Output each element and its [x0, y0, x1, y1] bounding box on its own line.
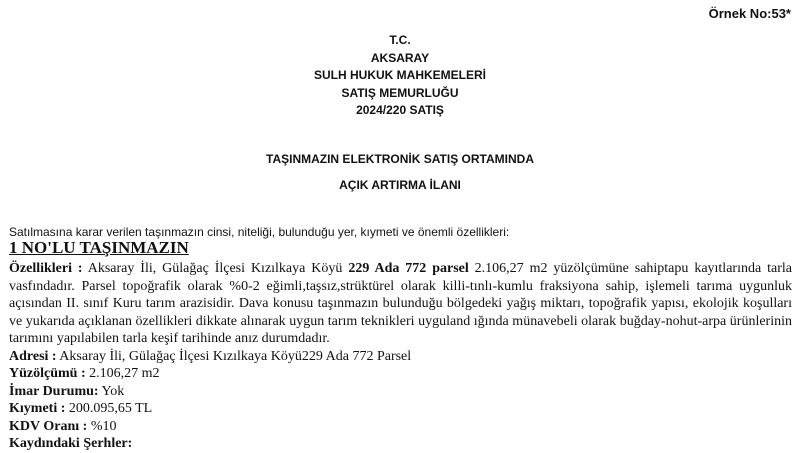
features-text-2: 2.106,27 m2 yüzölçümüne sahiptapu kayıtlarında tarla vasfındadır. Parsel topoğrafik olarak %0-2 eğimli,taşsız,strüktürel olarak killi-tınlı-kumlu fraksiyona sahip, işlemeli tarıma uygunluk açısından II. sınıf Kuru tarım arazisidir. Dava konusu taşınmazın bulunduğu bölgedeki yağış miktarı, topoğrafik yapısı, ekolojik koşulları ve yukarıda açıklanan özellikleri dikkate alınarak uygun tarım teknikleri uyguland ığında münavebeli olarak buğday-nohut-arpa ürünlerinin tarımını yapılabilen tarla keşif tarihinde anız durumdadır.	[9, 261, 792, 346]
header-city: AKSARAY	[370, 50, 430, 65]
zoning-value: Yok	[98, 383, 125, 399]
section-title: 1 NO'LU TAŞINMAZIN	[9, 238, 189, 257]
header-tc: T.C.	[389, 33, 411, 47]
area-row	[9, 365, 792, 383]
address-value: Aksaray İli, Gülağaç İlçesi Kızılkaya Köyü229 Ada 772 Parsel	[56, 348, 412, 364]
features-label: Özellikleri :	[9, 261, 83, 276]
property-details	[9, 260, 792, 453]
value-row	[9, 400, 792, 418]
address-label: Adresi :	[9, 348, 57, 364]
announcement-title: TAŞINMAZIN ELEKTRONİK SATIŞ ORTAMINDA	[266, 152, 534, 166]
announcement-subtitle: AÇIK ARTIRMA İLANI	[339, 178, 461, 192]
parcel-number: 229 Ada 772 parsel	[348, 261, 469, 276]
area-value: 2.106,27 m2	[85, 366, 160, 381]
value-value: 200.095,65 TL	[65, 401, 153, 416]
records-label: Kaydındaki Şerhler:	[9, 436, 133, 451]
vat-label: KDV Oranı :	[9, 418, 88, 434]
header-court: SULH HUKUK MAHKEMELERİ	[314, 68, 486, 82]
sample-number: Örnek No:53*	[708, 6, 791, 21]
zoning-label: İmar Durumu:	[9, 383, 99, 399]
header-case-no: 2024/220 SATIŞ	[356, 103, 444, 117]
vat-row	[9, 418, 792, 436]
area-label: Yüzölçümü :	[9, 366, 86, 381]
header-office: SATIŞ MEMURLUĞU	[341, 85, 459, 100]
features-text-1: Aksaray İli, Gülağaç İlçesi Kızılkaya Köyü	[82, 261, 349, 276]
vat-value: %10	[87, 418, 117, 434]
intro-text: Satılmasına karar verilen taşınmazın cinsi, niteliği, bulunduğu yer, kıymeti ve önemli özellikleri:	[9, 225, 510, 239]
court-header	[0, 32, 800, 120]
address-row	[9, 348, 792, 366]
features-paragraph	[9, 260, 792, 348]
value-label: Kıymeti :	[9, 401, 66, 416]
zoning-row	[9, 383, 792, 401]
